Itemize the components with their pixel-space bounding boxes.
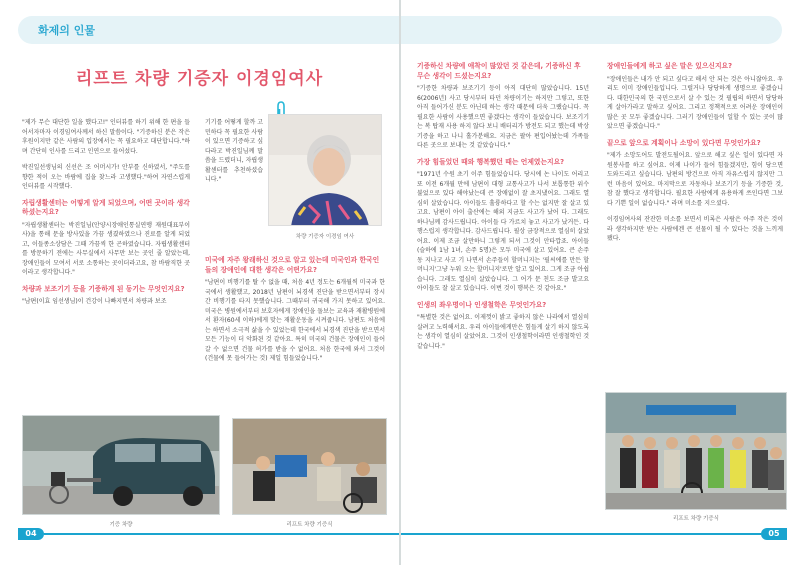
ceremony-caption-right: 리프트 차량 기증식: [672, 516, 719, 522]
paragraph: "남편(이효 임선생님)이 건강이 나빠지면서 차량과 보조: [22, 298, 167, 305]
question-heading: 가장 힘들었던 때와 행복했던 때는 언제였는지요?: [417, 157, 565, 166]
question-heading: 인생의 좌우명이나 인생철학은 무엇인가요?: [417, 300, 547, 309]
paragraph: "특별한 것은 없어요. 이제껏이 밝고 좋하지 않은 나라에서 열심히 살려고 노력해서요. 우리 아이들에게만은 힘들게 살기 하지 않도록는 생각이 열심히 살았어요. 그것이 인생철학이라면 인생철학인 것 같습니다.": [417, 314, 589, 350]
left-column-2a: [205, 118, 263, 192]
paragraph: "1971년 수원 초기 이주 힘들었습니다. 당시에 논 나이도 어리고 또 이전 6개월 만에 남편이 대형 교통사고가 나서 보톱통한 위수 불었으로 있다 해야났는데 큰 장애없이 잘 초지냈어요. 그래도 열심히 살았습니다. 아이들도 훌륭하다고 할 수는 없지만 잘 살고 있고요. 남편이 아이 출산에는 해외 지금도 사고가 났어 다. 그래도 하나님께 감사드립니다. 아이들 다 가르치 놓고 사고가 났거든. 다행스럽지 생각합니다. 감사드립니다. 필상 금장적으로 열심히 살았어요. 이제 조금 살만하니 그렇게 되셔 그것이 안타깝죠. 아이들(슬하에 1남 1녀, 손주 5명)은 모두 미국에 살고 있어요. 큰 손주 동 지나고 사고 기 나면서 손주들이 할머니지는 '필씨에를 만든 할머니지'그냥 누워 오는 할머니지'로만 알고 있어요. 그게 조금 아쉽습니다. 그래도 열심히 살았습니다. 그 어가 문 친도 조금 발고요 아이들도 잘 살고 있습니다. 이번 것이 행복은 것 같아요.": [417, 171, 589, 292]
paragraph: "남편이 비행기를 탈 수 없을 때, 처음 4년 정도는 6개월씩 미국과 한국에서 생활했고, 2018년 남편이 뇌경색 진단을 받으면서부터 장시간 비행기를 타지 못했습니다. 그때부터 귀국해 가지 못하고 있어요. 미국은 병원에서부터 보호자에게 장애인을 돌보는 교육과 재활병원에서 환자(60세 이하)에게 맞는 재활운동을 시켜줍니다. 남편도 처음에는 하면서 소극적 삶을 수 있었는데 한국에서 뇌경색 진단을 받으면서 모든 기능이 더 악화된 것 같아요. 특히 미국의 건물은 장애인이 들어갈 수 없으면 건물 허가를 받을 수 없어요. 처음 한국에 와서 그것이(건물에 못 들어가는 것) 제일 힘들었습니다.": [205, 279, 385, 362]
question-heading: 장애인들에게 하고 싶은 말은 있으신지요?: [607, 62, 733, 70]
left-column-1: [22, 118, 190, 314]
paragraph: "장애인들은 내가 안 되고 싶다고 해서 안 되는 것은 아니잖아요. 우리도 이미 장애인들입니다. 그럴거나 당당하게 생명으로 좋겠습니다. 대한민국의 한 국민으로서 살 수 있는 것 필립의 하면서 당당하게 살아가라고 말하고 싶어요. 그리고 정책적으로 어려운 장애인이 많은 곳 모두 좋겠습니다. 그러기 장애인들이 일할 수 있는 곳이 많았으면 좋겠습니다.": [607, 75, 783, 130]
paragraph: "제가 소망도어도 발전도될어요. 앞으로 해고 싶은 일이 있다면 자원봉사를 하고 싶어요. 이제 나이가 들어 힘들겠지만, 힘이 당으면 도와드리고 싶습니다. 남편의 방건으로 아직 자유스럽지 않지만 그런 마음이 있어요. 마지막으로 자동차나 보조기기 등을 기증한 것, 참 잘 했다고 생각합니다. 필요한 사람에게 유용하게 쓰인다면 그보다 기쁜 일이 없습니다." 라며 미소를 지으셨다.: [607, 152, 783, 207]
question-heading: 끝으로 앞으로 계획이나 소망이 있다면 무엇인가요?: [607, 138, 761, 147]
portrait-caption: 차량 기증자 이경임 여사: [295, 234, 355, 240]
right-column-1: [417, 62, 589, 358]
portrait-photo: [268, 114, 382, 226]
ceremony-caption-left: 리프트 차량 기증식: [286, 522, 333, 528]
vehicle-photo: [22, 415, 220, 515]
question-heading: 기증하신 차량에 애착이 많았던 것 같은데, 기증하신 후 무슨 생각이 드셨는지요?: [417, 62, 581, 80]
paragraph: "자립생활센터는 박진일님(안양시장애인통실연맹 재원대표부이사)을 통해 문을 방사있을 가끔 생겼하였으나 진료를 알게 되었고, 이들종소상담은 그때 가끔씩 한 곤하였습니다. 자립생활센터를 방문하기 전에는 사무실에서 사무만 보는 곳인 줄 알았는데, 장애인들이 모여서 서로 소통하는 곳이더라고요, 참 바람직한 곳이라고 생각합니다.": [22, 221, 190, 276]
paragraph: 박진일선생님의 신선은 조 어머시가! 안부를 신하였서, "주도를 향한 적이 오는 바람에 집을 찾느라 고생했다."하여 자연스럽게 인터뷰를 시작했다.: [22, 164, 190, 190]
paragraph: 기기를 어떻게 할까 고민하다 꼭 필요한 사람이 있으면 기증하고 싶다라고 박진일님께 말씀을 드렸더니, 자립생활센터를 추천하셨습니다.": [205, 119, 263, 183]
article-title: 리프트 차량 기증자 이경임여사: [75, 69, 324, 89]
footer-line-right: [401, 533, 761, 535]
section-header-bar: [18, 16, 399, 44]
page-number-right: 05: [761, 528, 787, 540]
question-heading: 미국에 자주 왕래하신 것으로 알고 있는데 미국인과 한국인들의 장애인에 대한 생각은 어떤가요?: [205, 256, 380, 274]
section-header-bar-right: [401, 16, 782, 44]
vehicle-caption: 기증 차량: [109, 522, 133, 528]
section-label: 화제의 인물: [38, 24, 95, 37]
paragraph: 이경임여사의 잔잔한 미소를 보면서 비록은 사람은 아주 작은 것이라 생각하지만 받는 사람에겐 큰 선물이 될 수 있다는 것을 느끼게 됐다.: [607, 216, 783, 242]
right-page: [401, 0, 800, 565]
paragraph: "기증한 차량과 보조기기 등이 아직 대단히 많았습니다. 15년 6(2006년) 사고 당시부터 타던 차량이기는 하지만 그렇고, 또한 아직 들어가신 분도 아닌데 하는 생각 때문에 더욱 그랬습니다. 꼭 필요한 사람이 사용했으면 좋겠다는 생각이 들었습니다. 보조기기는 복 탑재 사용 하지 않다 보니 배터리가 방전도 되고 했는데 박상 기증을 하고 나니 홀가분해요. 지금은 팔아 편입어놨는데 가족들 다른 곳으로 보내는 것 같았습니다.": [417, 85, 589, 149]
question-heading: 자립생활센터는 어떻게 알게 되었으며, 어떤 곳이라 생각하셨는지요?: [22, 198, 190, 216]
question-heading: 차량과 보조기기 등을 기증하게 된 동기는 무엇인지요?: [22, 284, 185, 293]
ceremony-photo-right: [605, 392, 787, 510]
left-column-2b: [205, 256, 385, 371]
footer-line-left: [44, 533, 399, 535]
right-column-2: [607, 62, 783, 251]
page-number-left: 04: [18, 528, 44, 540]
ceremony-photo-left: [232, 418, 387, 515]
left-page: [0, 0, 399, 565]
paragraph: "제가 무슨 대단한 일을 했다고!" 인터뷰를 하기 위해 한 편을 들어서자마자 이경임여사께서 하신 말씀이다. "기증하신 분은 작은 후원이지만 같은 사람의 입장에서는 꼭 필요하고 대단합니다."하며 간단히 인사를 드리고 인연으로 들어섰다.: [22, 119, 190, 155]
